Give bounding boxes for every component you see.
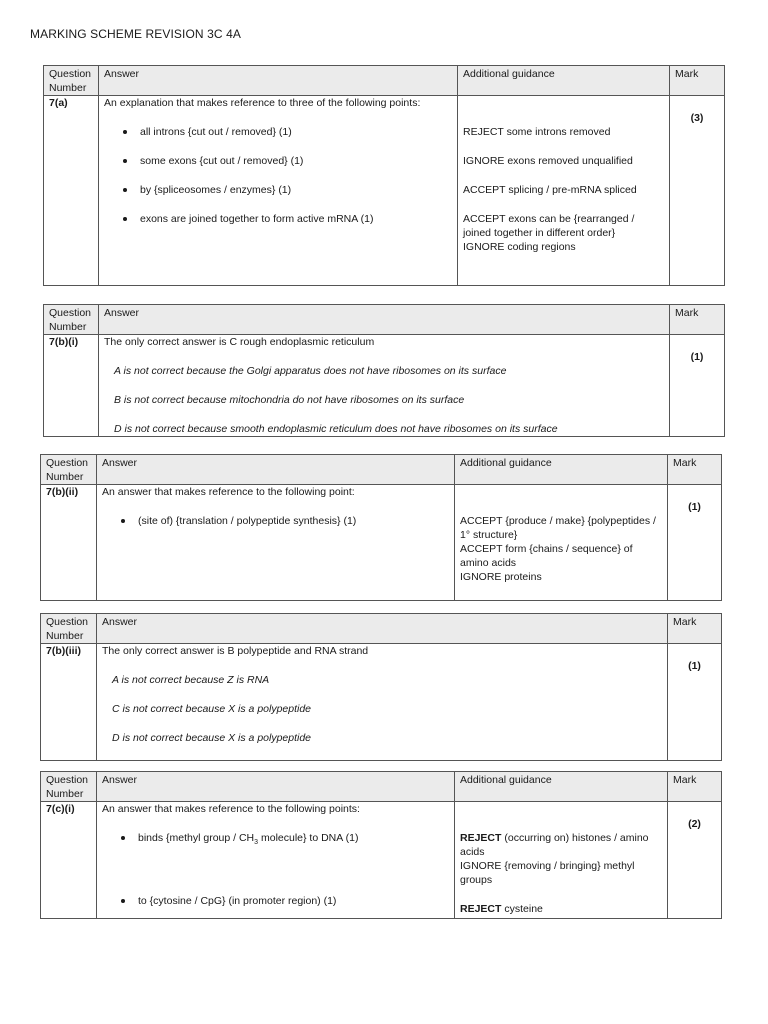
answer-header: Answer [97,772,455,802]
guidance-line: ACCEPT splicing / pre-mRNA spliced [463,184,637,196]
table-header-row [44,66,725,96]
question-number-header: Question Number [44,66,99,96]
question-number: 7(c)(i) [41,802,97,919]
mark-cell [668,802,722,919]
table-row [41,644,722,761]
question-number-header: Question Number [41,772,97,802]
answer-cell [97,485,455,601]
explanation-line: A is not correct because the Golgi apparatus does not have ribosomes on its surface [114,365,507,377]
explanation-line: B is not correct because mitochondria do not have ribosomes on its surface [114,394,465,406]
table-header-row [41,772,722,802]
guidance-line: ACCEPT exons can be {rearranged / joined together in different order} [463,213,635,239]
answer-point-text: binds {methyl group / CH [138,832,255,844]
answer-point: exons are joined together to form active mRNA (1) [104,212,452,226]
table-row [41,802,722,919]
mark-value: (1) [688,501,701,513]
guidance-cell [455,802,668,919]
marking-table-7biii [40,613,722,761]
guidance-line [460,902,662,916]
answer-point: to {cytosine / CpG} (in promoter region) (1) [102,894,449,908]
guidance-cell [458,96,670,286]
table-header-row [41,455,722,485]
answer-point: all introns {cut out / removed} (1) [104,125,452,139]
guidance-text: cysteine [501,903,543,915]
question-number-header: Question Number [44,305,99,335]
guidance-line: ACCEPT form {chains / sequence} of amino acids [460,543,633,569]
explanation-line: D is not correct because X is a polypeptide [112,732,312,744]
answer-cell [99,335,670,437]
guidance-line: IGNORE exons removed unqualified [463,155,633,167]
table-header-row [44,305,725,335]
answer-header: Answer [99,305,670,335]
answer-header: Answer [97,614,668,644]
guidance-header: Additional guidance [458,66,670,96]
mark-value: (1) [690,351,704,363]
guidance-line: IGNORE coding regions [463,241,576,253]
answer-cell [97,644,668,761]
mark-cell [670,335,725,437]
mark-cell [670,96,725,286]
mark-cell [668,485,722,601]
explanation-line: C is not correct because X is a polypeptide [112,703,312,715]
question-number: 7(b)(ii) [41,485,97,601]
table-row [41,485,722,601]
question-number: 7(a) [44,96,99,286]
marking-table-7bii [40,454,722,601]
answer-point-text: molecule} to DNA (1) [258,832,359,844]
answer-cell [99,96,458,286]
guidance-line [460,831,662,859]
answer-header: Answer [99,66,458,96]
reject-label: REJECT [460,903,502,915]
answer-intro: An answer that makes reference to the following points: [102,803,360,815]
page-title: MARKING SCHEME REVISION 3C 4A [30,27,241,41]
mark-header: Mark [668,455,722,485]
marking-table-7a [43,65,725,286]
answer-intro: An explanation that makes reference to three of the following points: [104,97,421,109]
answer-point: by {spliceosomes / enzymes} (1) [104,183,452,197]
guidance-line: ACCEPT {produce / make} {polypeptides / 1° structure} [460,515,656,541]
answer-intro: An answer that makes reference to the following point: [102,486,355,498]
guidance-text: (occurring on) histones / amino acids [460,832,649,858]
mark-header: Mark [670,305,725,335]
table-clip-7bii [0,457,768,605]
question-number-header: Question Number [41,455,97,485]
table-row [44,335,725,437]
answer-point: (site of) {translation / polypeptide synthesis} (1) [102,514,449,528]
explanation-line: A is not correct because Z is RNA [112,674,270,686]
marking-table-7ci [40,771,722,919]
answer-intro: The only correct answer is B polypeptide and RNA strand [102,645,369,657]
mark-header: Mark [670,66,725,96]
reject-label: REJECT [460,832,502,844]
answer-point [102,831,449,850]
guidance-header: Additional guidance [455,772,668,802]
question-number: 7(b)(iii) [41,644,97,761]
mark-value: (2) [688,818,701,830]
mark-header: Mark [668,614,722,644]
question-number: 7(b)(i) [44,335,99,437]
marking-table-7bi [43,304,725,437]
guidance-line: IGNORE proteins [460,571,542,583]
question-number-header: Question Number [41,614,97,644]
mark-header: Mark [668,772,722,802]
mark-value: (3) [690,112,704,124]
guidance-line: IGNORE {removing / bringing} methyl groups [460,860,635,886]
mark-value: (1) [688,660,701,672]
answer-header: Answer [97,455,455,485]
answer-cell [97,802,455,919]
guidance-line: REJECT some introns removed [463,126,611,138]
guidance-cell [455,485,668,601]
mark-cell [668,644,722,761]
subscript: 3 [254,839,259,847]
explanation-line: D is not correct because smooth endoplasmic reticulum does not have ribosomes on its surface [114,423,558,435]
answer-intro: The only correct answer is C rough endoplasmic reticulum [104,336,375,348]
answer-point: some exons {cut out / removed} (1) [104,154,452,168]
table-header-row [41,614,722,644]
table-row [44,96,725,286]
guidance-header: Additional guidance [455,455,668,485]
